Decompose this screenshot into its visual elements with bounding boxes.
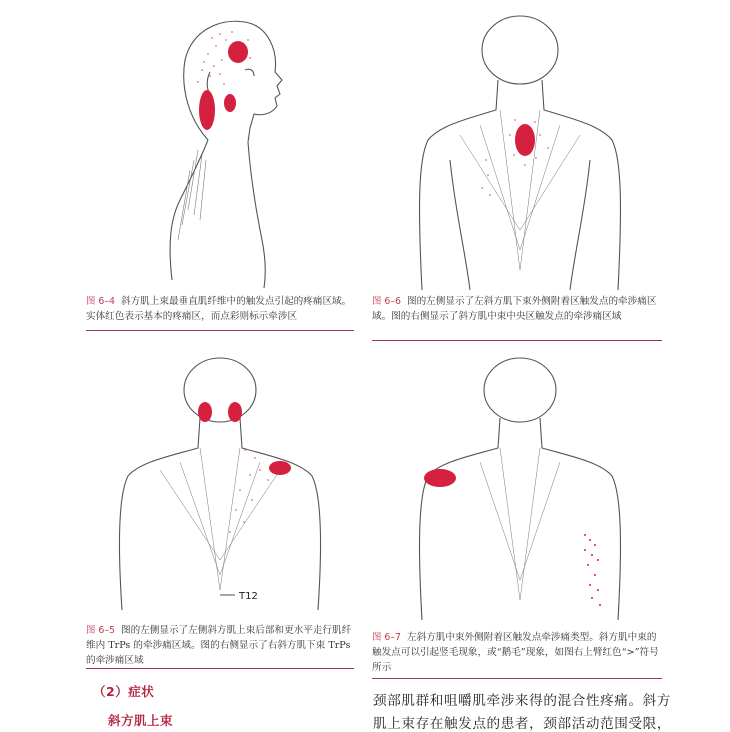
- pain-zone-head: [199, 41, 248, 130]
- figure-6-6-rule: [372, 340, 662, 341]
- figure-6-7-text: 左斜方肌中束外侧附着区触发点牵涉痛类型。斜方肌中束的触发点可以引起竖毛现象，或“鹅毛”现象，如图右上臂红色“>”符号所示: [372, 632, 659, 673]
- figure-6-4-rule: [86, 330, 354, 331]
- figure-6-4-number: 图 6–4: [86, 296, 115, 307]
- figure-6-5-caption: [86, 623, 354, 668]
- figure-6-4-text: 斜方肌上束最垂直肌纤维中的触发点引起的疼痛区域。实体红色表示基本的疼痛区，而点彩则标示牵涉区: [86, 296, 352, 322]
- figure-6-7-caption: [372, 630, 662, 675]
- figure-6-5-number: 图 6–5: [86, 625, 115, 636]
- pain-zone-shoulder: [424, 469, 456, 487]
- section-subheading: 斜方肌上束: [108, 713, 174, 728]
- figure-6-5-illustration: [110, 350, 330, 610]
- figure-6-5-rule: [86, 668, 354, 669]
- figure-6-7-illustration: [410, 350, 630, 620]
- figure-6-6-caption: [372, 294, 662, 324]
- section-heading: （2）症状: [93, 684, 155, 699]
- pain-zone-mid: [515, 124, 535, 156]
- figure-6-4-caption: [86, 294, 354, 324]
- body-text-line-1: 颈部肌群和咀嚼肌牵涉来得的混合性疼痛。斜方: [373, 693, 672, 709]
- figure-6-6-number: 图 6–6: [372, 296, 401, 307]
- body-text-line-2: 肌上束存在触发点的患者，颈部活动范围受限，: [373, 716, 672, 732]
- figure-6-6-text: 图的左侧显示了左斜方肌下束外侧附着区触发点的牵涉痛区域。图的右侧显示了斜方肌中束中央区触发点的牵涉痛区域: [372, 296, 657, 322]
- figure-6-4-illustration: [150, 10, 300, 290]
- figure-6-6-illustration: [410, 10, 630, 290]
- goosebump-zone: [584, 534, 601, 606]
- figure-6-5-text: 图的左侧显示了左侧斜方肌上束后部和更水平走行肌纤维内 TrPs 的牵涉痛区域。图的右侧显示了右斜方肌下束 TrPs 的牵涉痛区域: [86, 625, 352, 666]
- figure-6-7-number: 图 6–7: [372, 632, 401, 643]
- figure-6-7-rule: [372, 678, 662, 679]
- t12-label: T12: [239, 591, 258, 602]
